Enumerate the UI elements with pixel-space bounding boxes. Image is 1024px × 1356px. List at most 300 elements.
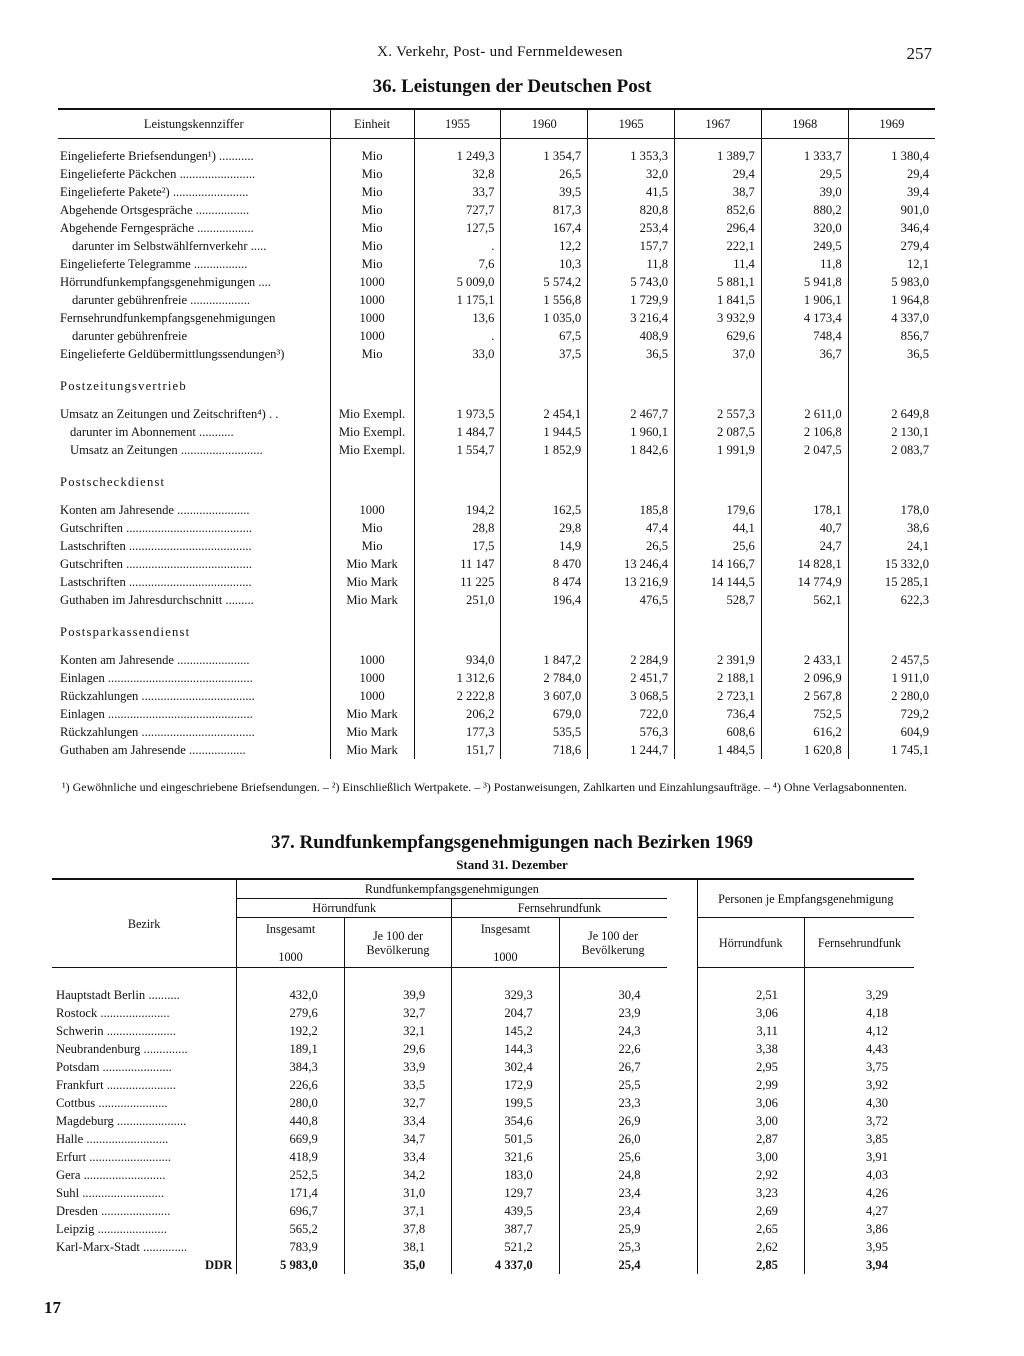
spacer-cell [761,139,848,148]
value-cell: 2 096,9 [761,669,848,687]
value-cell: 14,9 [501,537,588,555]
value-cell: 696,7 [237,1202,344,1220]
spacer-cell [848,397,935,405]
spacer-cell [330,363,414,397]
bezirk-name: DDR [205,1257,233,1272]
value-cell: 33,9 [344,1058,451,1076]
spacer-cell [344,968,451,986]
value-cell: 1 960,1 [588,423,675,441]
table-36-header-row [58,109,935,139]
row-label: Guthaben im Jahresdurchschnitt ......... [60,593,254,607]
spacer-cell [330,609,414,643]
value-cell: 157,7 [588,237,675,255]
personen-fern-header: Fernsehrundfunk [804,918,914,968]
row-label: Abgehende Ferngespräche .................. [60,221,254,235]
value-cell: 2,69 [697,1202,804,1220]
value-cell: 2,99 [697,1076,804,1094]
spacer-cell [675,397,762,405]
value-cell: 1 729,9 [588,291,675,309]
value-cell: 1 847,2 [501,651,588,669]
value-cell: 25,6 [675,537,762,555]
value-cell: 12,1 [848,255,935,273]
value-cell: 1 333,7 [761,147,848,165]
row-unit: Mio [330,165,414,183]
value-cell: 11,4 [675,255,762,273]
value-cell: 408,9 [588,327,675,345]
value-cell: 752,5 [761,705,848,723]
rundfunk-header: Rundfunkempfangsgenehmigungen [237,879,667,899]
value-cell: 167,4 [501,219,588,237]
spacer-cell [667,1076,698,1094]
value-cell: 3,95 [804,1238,914,1256]
value-cell: 171,4 [237,1184,344,1202]
spacer-cell [675,609,762,643]
spacer-cell [414,643,501,651]
value-cell: 528,7 [675,591,762,609]
value-cell: 14 144,5 [675,573,762,591]
bezirk-name: Gera .......................... [56,1167,166,1182]
col-label-header: Leistungskennziffer [58,109,330,139]
value-cell: 440,8 [237,1112,344,1130]
value-cell: 880,2 [761,201,848,219]
value-cell: 1 911,0 [848,669,935,687]
bezirk-name: Rostock ...................... [56,1005,170,1020]
table-36-footnote: ¹) Gewöhnliche und eingeschriebene Briefsendungen. – ²) Einschließlich Wertpakete. – ³) Postanweisungen, Zahlkarten und Einzahlungsaufträge. – ⁴) Ohne Verlagsabonnenten. [62,780,907,794]
value-cell: 41,5 [588,183,675,201]
spacer-cell [761,459,848,493]
table-row [58,237,935,255]
section-row [58,363,935,397]
table-row [52,1238,914,1256]
value-cell: 24,3 [559,1022,666,1040]
value-cell: 820,8 [588,201,675,219]
value-cell: 39,9 [344,986,451,1004]
bezirk-name: Suhl .......................... [56,1185,165,1200]
spacer-cell [58,139,330,148]
value-cell: 2 457,5 [848,651,935,669]
value-cell: 36,7 [761,345,848,363]
value-cell: 1 312,6 [414,669,501,687]
personen-header: Personen je Empfangsgenehmigung [697,879,914,918]
unit-label: 1000 [278,949,303,964]
chapter-header: X. Verkehr, Post- und Fernmeldewesen [377,44,623,60]
table-row [52,1058,914,1076]
value-cell: 501,5 [452,1130,559,1148]
value-cell: 1 554,7 [414,441,501,459]
spacer-cell [667,1040,698,1058]
value-cell: 3,00 [697,1148,804,1166]
value-cell: 3 068,5 [588,687,675,705]
value-cell: 192,2 [237,1022,344,1040]
spacer-cell [588,643,675,651]
value-cell: 1 353,3 [588,147,675,165]
value-cell: 11,8 [761,255,848,273]
value-cell: 30,4 [559,986,666,1004]
value-cell: 145,2 [452,1022,559,1040]
value-cell: 2,95 [697,1058,804,1076]
value-cell: 14 828,1 [761,555,848,573]
value-cell: 1 745,1 [848,741,935,759]
row-unit: Mio Mark [330,555,414,573]
value-cell: 178,0 [848,501,935,519]
value-cell: 29,5 [761,165,848,183]
total-row [52,1256,914,1274]
spacer-cell [559,968,666,986]
table-row [58,219,935,237]
value-cell: 629,6 [675,327,762,345]
row-label: Guthaben am Jahresende .................. [60,743,246,757]
row-unit: Mio Mark [330,723,414,741]
value-cell: 151,7 [414,741,501,759]
table-row [58,537,935,555]
value-cell: 2 106,8 [761,423,848,441]
value-cell: 1 841,5 [675,291,762,309]
value-cell: 5 983,0 [848,273,935,291]
row-unit: Mio Mark [330,741,414,759]
row-unit: Mio [330,183,414,201]
value-cell: 856,7 [848,327,935,345]
row-unit: Mio [330,255,414,273]
year-header: 1969 [848,109,935,139]
spacer-cell [667,1148,698,1166]
value-cell: 252,5 [237,1166,344,1184]
table-36-title: 36. Leistungen der Deutschen Post [372,76,652,97]
value-cell: 251,0 [414,591,501,609]
row-label: Rückzahlungen .................................... [60,689,255,703]
value-cell: 387,7 [452,1220,559,1238]
spacer-cell [667,986,698,1004]
value-cell: 3,11 [697,1022,804,1040]
value-cell: 12,2 [501,237,588,255]
table-row [58,165,935,183]
row-label: Einlagen .............................................. [60,707,253,721]
spacer-cell [58,397,330,405]
value-cell: 199,5 [452,1094,559,1112]
value-cell: 1 973,5 [414,405,501,423]
row-label: Fernsehrundfunkempfangsgenehmigungen [60,311,276,325]
bezirk-name: Neubrandenburg .............. [56,1041,188,1056]
value-cell: 3,72 [804,1112,914,1130]
value-cell: 33,4 [344,1112,451,1130]
value-cell: 2 567,8 [761,687,848,705]
spacer-cell [697,968,804,986]
value-cell: 1 249,3 [414,147,501,165]
value-cell: 11 147 [414,555,501,573]
value-cell: 608,6 [675,723,762,741]
value-cell: 222,1 [675,237,762,255]
value-cell: 5 941,8 [761,273,848,291]
spacer-cell [414,609,501,643]
row-unit: Mio [330,219,414,237]
value-cell: 10,3 [501,255,588,273]
value-cell: 38,1 [344,1238,451,1256]
value-cell: 5 009,0 [414,273,501,291]
value-cell: 36,5 [588,345,675,363]
value-cell: 11 225 [414,573,501,591]
value-cell: 29,6 [344,1040,451,1058]
spacer-cell [848,643,935,651]
bezirk-name: Schwerin ...................... [56,1023,176,1038]
table-row [52,1076,914,1094]
spacer-cell [501,459,588,493]
value-cell: 177,3 [414,723,501,741]
value-cell: 162,5 [501,501,588,519]
row-label: Konten am Jahresende ....................... [60,503,250,517]
value-cell: 3,85 [804,1130,914,1148]
value-cell: 2 284,9 [588,651,675,669]
value-cell: 47,4 [588,519,675,537]
bezirk-name: Erfurt .......................... [56,1149,172,1164]
value-cell: 3,29 [804,986,914,1004]
spacer-row [58,493,935,501]
value-cell: 11,8 [588,255,675,273]
value-cell: 565,2 [237,1220,344,1238]
value-cell: 817,3 [501,201,588,219]
value-cell: 32,7 [344,1094,451,1112]
spacer-cell [667,1202,698,1220]
value-cell: 17,5 [414,537,501,555]
spacer-cell [761,609,848,643]
value-cell: 4,18 [804,1004,914,1022]
value-cell: 25,5 [559,1076,666,1094]
bezirk-name: Potsdam ...................... [56,1059,172,1074]
value-cell: 3 932,9 [675,309,762,327]
spacer-cell [675,139,762,148]
spacer-cell [52,968,237,986]
value-cell: 32,1 [344,1022,451,1040]
value-cell: 3,75 [804,1058,914,1076]
value-cell: 901,0 [848,201,935,219]
value-cell: 15 332,0 [848,555,935,573]
value-cell: 2 649,8 [848,405,935,423]
value-cell: 727,7 [414,201,501,219]
value-cell: 33,4 [344,1148,451,1166]
value-cell: 4,30 [804,1094,914,1112]
table-row [58,555,935,573]
value-cell: 2 222,8 [414,687,501,705]
value-cell: 33,5 [344,1076,451,1094]
table-row [58,741,935,759]
spacer-cell [667,1112,698,1130]
value-cell: 439,5 [452,1202,559,1220]
value-cell: 29,4 [848,165,935,183]
je100-header: Je 100 der Bevölkerung [559,918,666,968]
value-cell: 3,00 [697,1112,804,1130]
table-37-title: 37. Rundfunkempfangsgenehmigungen nach Bezirken 1969 [271,832,753,853]
row-label: Abgehende Ortsgespräche ................. [60,203,250,217]
value-cell: 4,03 [804,1166,914,1184]
row-unit: 1000 [330,273,414,291]
page-number: 257 [906,44,932,63]
hoerrundfunk-header: Hörrundfunk [237,899,452,918]
value-cell: 1 842,6 [588,441,675,459]
section-row [58,609,935,643]
value-cell: 32,0 [588,165,675,183]
insgesamt-header [452,918,559,968]
value-cell: 204,7 [452,1004,559,1022]
value-cell: 1 852,9 [501,441,588,459]
value-cell: 4 337,0 [848,309,935,327]
value-cell: 32,7 [344,1004,451,1022]
value-cell: 31,0 [344,1184,451,1202]
value-cell: 8 474 [501,573,588,591]
spacer-cell [667,1058,698,1076]
row-label: darunter gebührenfreie [72,329,188,343]
spacer-row [58,643,935,651]
value-cell: 4,12 [804,1022,914,1040]
row-label: Umsatz an Zeitungen .......................... [70,443,263,457]
value-cell: . [414,327,501,345]
spacer-cell [501,363,588,397]
row-unit: Mio Mark [330,591,414,609]
row-label: Hörrundfunkempfangsgenehmigungen .... [60,275,271,289]
table-37-subtitle: Stand 31. Dezember [456,857,568,872]
value-cell: 5 881,1 [675,273,762,291]
value-cell: 2 087,5 [675,423,762,441]
value-cell: 934,0 [414,651,501,669]
value-cell: 33,0 [414,345,501,363]
table-row [58,255,935,273]
spacer-row [58,139,935,148]
value-cell: 2 454,1 [501,405,588,423]
value-cell: 3,06 [697,1004,804,1022]
table-row [58,705,935,723]
row-label: Rückzahlungen .................................... [60,725,255,739]
value-cell: 535,5 [501,723,588,741]
row-label: Umsatz an Zeitungen und Zeitschriften⁴) . . [60,407,279,421]
value-cell: 1 354,7 [501,147,588,165]
value-cell: 172,9 [452,1076,559,1094]
spacer-cell [414,493,501,501]
spacer-cell [330,643,414,651]
spacer-cell [761,643,848,651]
row-unit: Mio [330,147,414,165]
value-cell: . [414,237,501,255]
bezirk-name: Karl-Marx-Stadt .............. [56,1239,188,1254]
value-cell: 37,5 [501,345,588,363]
value-cell: 34,2 [344,1166,451,1184]
value-cell: 26,5 [501,165,588,183]
value-cell: 2 467,7 [588,405,675,423]
value-cell: 24,8 [559,1166,666,1184]
value-cell: 521,2 [452,1238,559,1256]
value-cell: 37,1 [344,1202,451,1220]
value-cell: 3,38 [697,1040,804,1058]
row-label: Lastschriften ....................................... [60,539,252,553]
value-cell: 33,7 [414,183,501,201]
row-unit: 1000 [330,501,414,519]
value-cell: 3,06 [697,1094,804,1112]
spacer-cell [667,1220,698,1238]
row-unit: Mio [330,519,414,537]
spacer-cell [588,493,675,501]
value-cell: 2 280,0 [848,687,935,705]
bezirk-name: Halle .......................... [56,1131,169,1146]
je100-header: Je 100 der Bevölkerung [344,918,451,968]
value-cell: 25,6 [559,1148,666,1166]
table-row [52,986,914,1004]
col-unit-header: Einheit [330,109,414,139]
value-cell: 196,4 [501,591,588,609]
spacer-cell [501,139,588,148]
table-row [58,591,935,609]
value-cell: 34,7 [344,1130,451,1148]
row-unit: 1000 [330,651,414,669]
table-row [52,1166,914,1184]
value-cell: 346,4 [848,219,935,237]
value-cell: 1 244,7 [588,741,675,759]
value-cell: 476,5 [588,591,675,609]
spacer-cell [675,493,762,501]
insgesamt-label: Insgesamt [480,921,531,936]
value-cell: 722,0 [588,705,675,723]
spacer-cell [761,363,848,397]
footer-number: 17 [44,1298,61,1317]
spacer-cell [804,968,914,986]
year-header: 1965 [588,109,675,139]
value-cell: 4,43 [804,1040,914,1058]
unit-label: 1000 [493,949,518,964]
value-cell: 4,27 [804,1202,914,1220]
header-spacer [667,879,698,968]
spacer-cell [330,397,414,405]
value-cell: 15 285,1 [848,573,935,591]
spacer-cell [667,1130,698,1148]
row-unit: Mio [330,201,414,219]
value-cell: 22,6 [559,1040,666,1058]
year-header: 1960 [501,109,588,139]
value-cell: 183,0 [452,1166,559,1184]
value-cell: 36,5 [848,345,935,363]
row-label: Eingelieferte Geldübermittlungssendungen³) [60,347,285,361]
value-cell: 748,4 [761,327,848,345]
value-cell: 44,1 [675,519,762,537]
table-row [52,1148,914,1166]
table-row [58,183,935,201]
value-cell: 40,7 [761,519,848,537]
section-title: Postzeitungsvertrieb [60,379,187,393]
value-cell: 1 906,1 [761,291,848,309]
row-label: Eingelieferte Pakete²) ........................ [60,185,249,199]
row-unit: 1000 [330,687,414,705]
value-cell: 279,6 [237,1004,344,1022]
spacer-cell [588,397,675,405]
row-unit: Mio Exempl. [330,423,414,441]
value-cell: 418,9 [237,1148,344,1166]
spacer-cell [667,968,698,986]
table-row [52,1040,914,1058]
table-row [52,1130,914,1148]
value-cell: 38,6 [848,519,935,537]
section-title: Postscheckdienst [60,475,166,489]
spacer-cell [237,968,344,986]
value-cell: 280,0 [237,1094,344,1112]
table-row [58,327,935,345]
table-row [58,147,935,165]
value-cell: 23,3 [559,1094,666,1112]
value-cell: 329,3 [452,986,559,1004]
fernsehrundfunk-header: Fernsehrundfunk [452,899,667,918]
value-cell: 226,6 [237,1076,344,1094]
row-unit: Mio Mark [330,573,414,591]
spacer-cell [330,459,414,493]
value-cell: 1 964,8 [848,291,935,309]
value-cell: 24,1 [848,537,935,555]
value-cell: 249,5 [761,237,848,255]
table-row [52,1112,914,1130]
row-unit: Mio [330,537,414,555]
row-unit: 1000 [330,309,414,327]
